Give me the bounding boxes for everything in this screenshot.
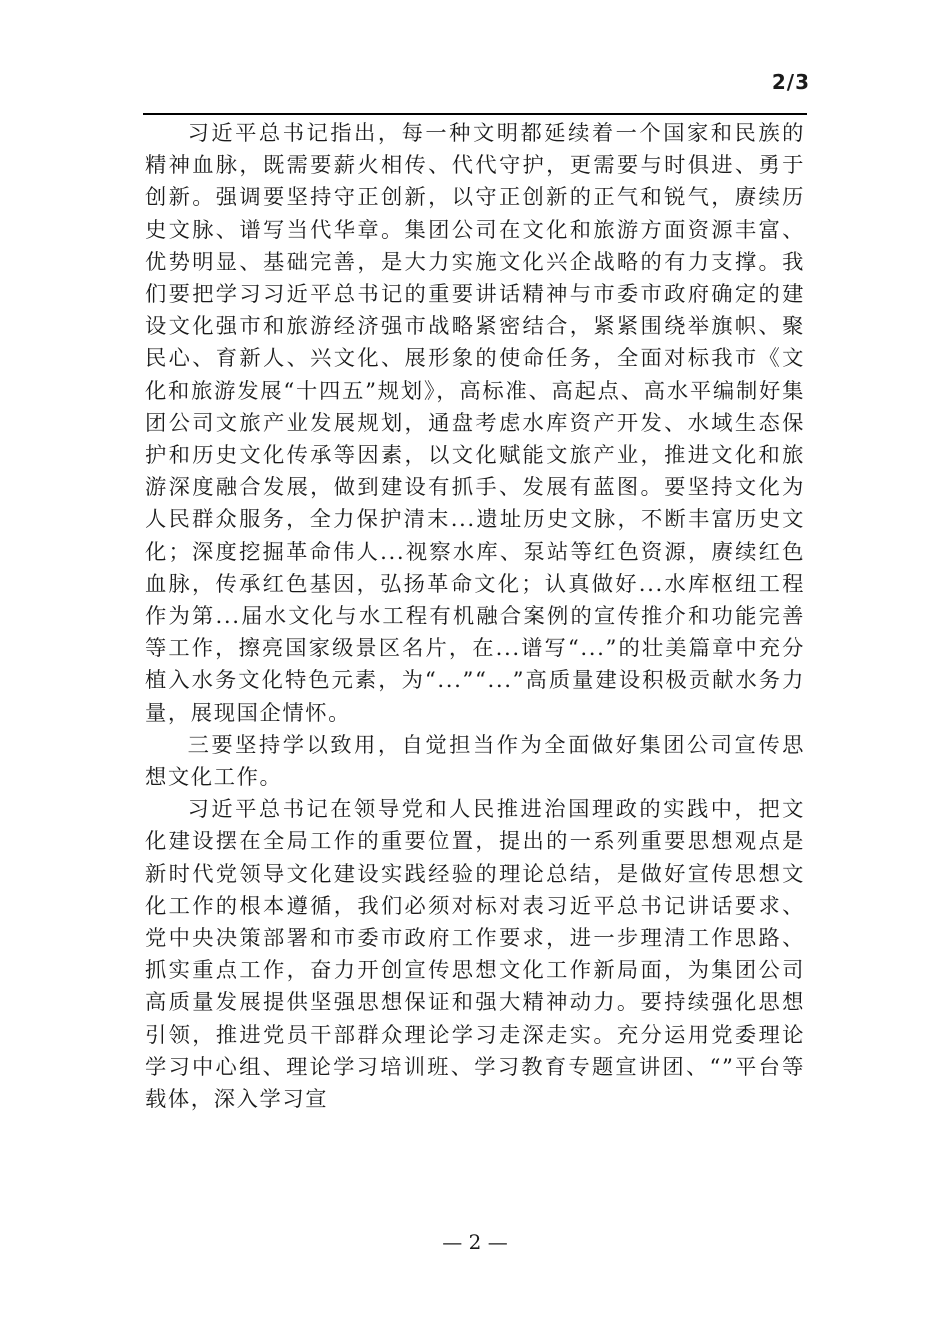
paragraph-1: 习近平总书记指出，每一种文明都延续着一个国家和民族的精神血脉，既需要薪火相传、代代守护，更需要与时俱进、勇于创新。强调要坚持守正创新，以守正创新的正气和锐气，赓续历史文脉、谱写当代华章。集团公司在文化和旅游方面资源丰富、优势明显、基础完善，是大力实施文化兴企战略的有力支撑。我们要把学习习近平总书记的重要讲话精神与市委市政府确定的建设文化强市和旅游经济强市战略紧密结合，紧紧围绕举旗帜、聚民心、育新人、兴文化、展形象的使命任务，全面对标我市《文化和旅游发展“十四五”规划》，高标准、高起点、高水平编制好集团公司文旅产业发展规划，通盘考虑水库资产开发、水域生态保护和历史文化传承等因素，以文化赋能文旅产业，推进文化和旅游深度融合发展，做到建设有抓手、发展有蓝图。要坚持文化为人民群众服务，全力保护清末...遗址历史文脉，不断丰富历史文化；深度挖掘革命伟人...视察水库、泵站等红色资源，赓续红色血脉，传承红色基因，弘扬革命文化；认真做好...水库枢纽工程作为第...届水文化与水工程有机融合案例的宣传推介和功能完善等工作，擦亮国家级景区名片，在...谱写“...”的壮美篇章中充分植入水务文化特色元素，为“...”“...”高质量建设积极贡献水务力量，展现国企情怀。 — [145, 121, 805, 726]
paragraph-2: 三要坚持学以致用，自觉担当作为全面做好集团公司宣传思想文化工作。 — [145, 732, 805, 791]
paragraph-3: 习近平总书记在领导党和人民推进治国理政的实践中，把文化建设摆在全局工作的重要位置，提出的一系列重要思想观点是新时代党领导文化建设实践经验的理论总结，是做好宣传思想文化工作的根本遵循，我们必须对标对表习近平总书记讲话要求、党中央决策部署和市委市政府工作要求，进一步理清工作思路、抓实重点工作，奋力开创宣传思想文化工作新局面，为集团公司高质量发展提供坚强思想保证和强大精神动力。要持续强化思想引领，推进党员干部群众理论学习走深走实。充分运用党委理论学习中心组、理论学习培训班、学习教育专题宣讲团、“”平台等载体，深入学习宣 — [145, 797, 805, 1113]
header-rule — [143, 113, 807, 115]
page-counter: 2/3 — [771, 70, 810, 94]
document-body — [145, 118, 805, 1116]
footer-page-number: — 2 — — [442, 1230, 508, 1254]
